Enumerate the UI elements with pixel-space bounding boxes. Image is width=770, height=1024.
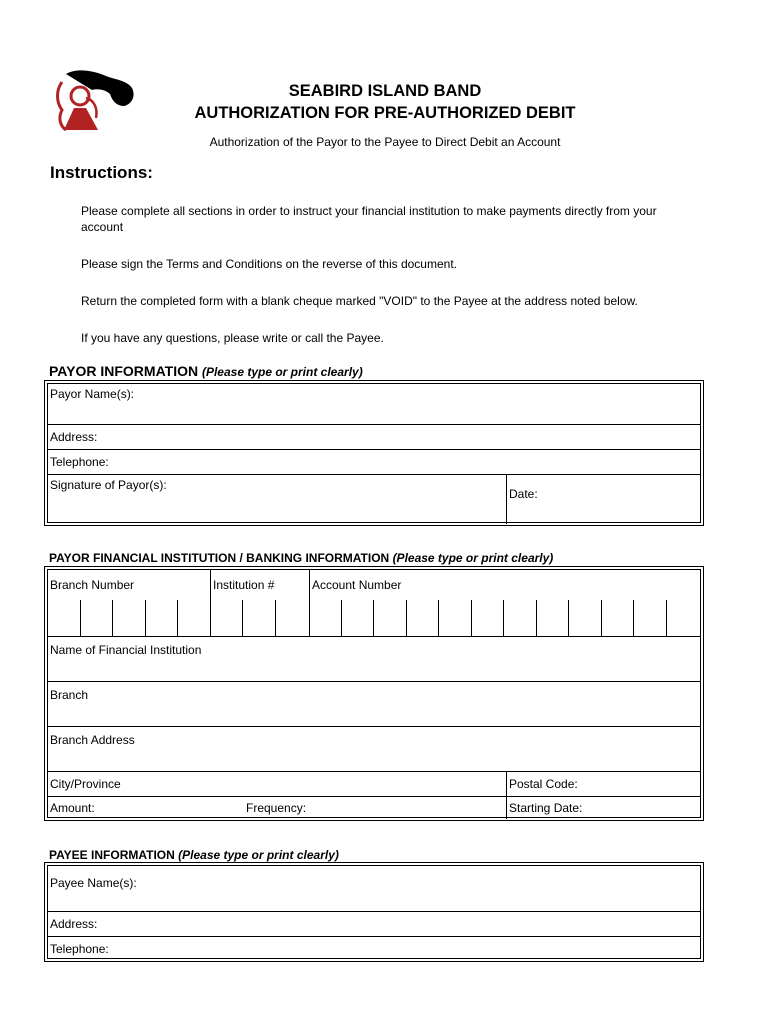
digit-divider xyxy=(112,600,113,637)
frequency-label: Frequency: xyxy=(246,801,307,815)
digit-divider xyxy=(438,600,439,637)
digit-divider xyxy=(568,600,569,637)
amount-field[interactable] xyxy=(48,797,244,819)
payor-address-label: Address: xyxy=(50,430,98,444)
payee-section-heading xyxy=(49,848,339,862)
form-title-organization: SEABIRD ISLAND BAND xyxy=(288,82,482,100)
digit-divider xyxy=(373,600,374,637)
payor-info-box xyxy=(44,380,704,526)
banking-section-heading xyxy=(49,551,553,565)
branch-number-input[interactable] xyxy=(48,600,210,637)
instruction-item-2: Please sign the Terms and Conditions on the reverse of this document. xyxy=(81,257,457,271)
payor-signature-row xyxy=(48,475,700,524)
form-title: AUTHORIZATION FOR PRE-AUTHORIZED DEBIT xyxy=(194,104,576,122)
digit-divider xyxy=(503,600,504,637)
payee-heading-text: PAYEE INFORMATION xyxy=(49,848,175,862)
payor-name-field[interactable] xyxy=(48,384,700,425)
account-digits-row xyxy=(48,570,700,637)
payor-name-label: Payor Name(s): xyxy=(50,387,135,401)
payee-telephone-field[interactable] xyxy=(48,937,700,960)
digit-divider xyxy=(341,600,342,637)
payee-telephone-label: Telephone: xyxy=(50,942,109,956)
digit-divider xyxy=(406,600,407,637)
account-number-input[interactable] xyxy=(309,600,700,637)
payor-date-field[interactable] xyxy=(507,475,700,524)
payor-address-field[interactable] xyxy=(48,425,700,450)
branch-address-label: Branch Address xyxy=(50,733,135,747)
payor-telephone-label: Telephone: xyxy=(50,455,109,469)
payee-address-field[interactable] xyxy=(48,912,700,937)
payee-name-field[interactable] xyxy=(48,866,700,912)
digit-divider xyxy=(633,600,634,637)
starting-date-label: Starting Date: xyxy=(509,801,583,815)
city-province-label: City/Province xyxy=(50,777,121,791)
seabird-logo-icon xyxy=(52,68,136,134)
instructions-heading: Instructions: xyxy=(50,163,153,182)
digit-divider xyxy=(536,600,537,637)
banking-heading-text: PAYOR FINANCIAL INSTITUTION / BANKING INFORMATION xyxy=(49,551,390,565)
branch-number-label: Branch Number xyxy=(50,578,135,592)
payor-telephone-field[interactable] xyxy=(48,450,700,475)
digit-divider xyxy=(275,600,276,637)
digit-divider xyxy=(145,600,146,637)
payor-signature-label: Signature of Payor(s): xyxy=(50,478,167,492)
digit-divider xyxy=(601,600,602,637)
banking-info-box xyxy=(44,566,704,821)
banking-heading-note: (Please type or print clearly) xyxy=(392,551,554,565)
city-province-field[interactable] xyxy=(48,772,506,797)
instruction-item-4: If you have any questions, please write or call the Payee. xyxy=(81,331,384,345)
branch-label: Branch xyxy=(50,688,89,702)
institution-name-field[interactable] xyxy=(48,637,700,682)
payor-heading-text: PAYOR INFORMATION xyxy=(49,363,199,379)
institution-name-label: Name of Financial Institution xyxy=(50,643,202,657)
payee-info-box xyxy=(44,862,704,962)
instruction-item-3: Return the completed form with a blank cheque marked "VOID" to the Payee at the address noted below. xyxy=(81,294,638,308)
payor-signature-field[interactable] xyxy=(48,475,506,524)
payee-address-label: Address: xyxy=(50,917,98,931)
payee-heading-note: (Please type or print clearly) xyxy=(178,848,339,862)
branch-field[interactable] xyxy=(48,682,700,727)
institution-number-label: Institution # xyxy=(213,578,275,592)
payor-heading-note: (Please type or print clearly) xyxy=(201,365,363,379)
instruction-item-1: Please complete all sections in order to instruct your financial institution to make payments directly from your account xyxy=(81,204,657,234)
digit-divider xyxy=(177,600,178,637)
account-number-label: Account Number xyxy=(312,578,402,592)
frequency-field[interactable] xyxy=(244,797,506,819)
branch-address-field[interactable] xyxy=(48,727,700,772)
digit-divider xyxy=(666,600,667,637)
amount-label: Amount: xyxy=(50,801,95,815)
payor-date-label: Date: xyxy=(509,487,538,501)
form-subtitle: Authorization of the Payor to the Payee to Direct Debit an Account xyxy=(209,135,561,149)
postal-code-label: Postal Code: xyxy=(509,777,578,791)
institution-number-input[interactable] xyxy=(210,600,309,637)
payee-name-label: Payee Name(s): xyxy=(50,876,137,890)
digit-divider xyxy=(80,600,81,637)
digit-divider xyxy=(242,600,243,637)
postal-code-field[interactable] xyxy=(507,772,700,797)
digit-divider xyxy=(471,600,472,637)
starting-date-field[interactable] xyxy=(507,797,700,819)
city-postal-row xyxy=(48,772,700,797)
payment-terms-row xyxy=(48,797,700,819)
payor-section-heading xyxy=(49,363,363,379)
